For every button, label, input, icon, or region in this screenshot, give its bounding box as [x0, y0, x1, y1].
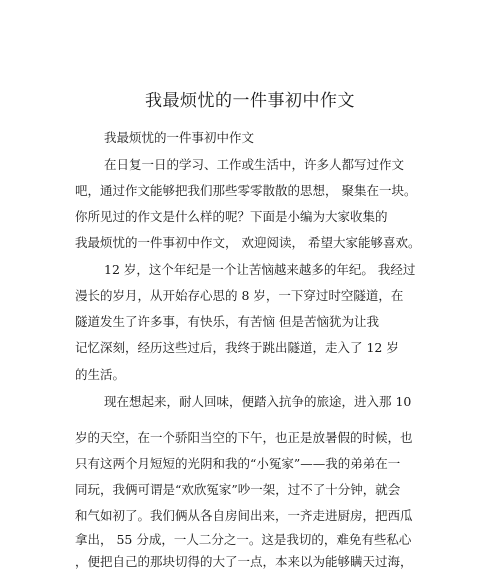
document-title: 我最烦忧的一件事初中作文: [145, 91, 355, 111]
text-line: 你所见过的作文是什么样的呢？下面是小编为大家收集的: [75, 209, 388, 224]
text-line: 同玩，我俩可谓是“欢欣冤家”吵一架，过不了十分钟，就会: [75, 482, 401, 497]
text-line: 在日复一日的学习、工作或生活中，许多人都写过作文: [104, 157, 405, 172]
text-line: 现在想起来，耐人回味，便踏入抗争的旅途，进入那 10: [104, 394, 412, 409]
text-line: 吧，通过作文能够把我们那些零零散散的思想， 聚集在一块。: [75, 183, 417, 198]
text-line: 岁的天空，在一个骄阳当空的下午，也正是放暑假的时候，也: [75, 430, 413, 445]
text-line: 和气如初了。我们俩从各自房间出来，一齐走进厨房，把西瓜: [75, 508, 413, 523]
text-line: 我最烦忧的一件事初中作文， 欢迎阅读， 希望大家能够喜欢。: [75, 235, 421, 250]
text-line: 我最烦忧的一件事初中作文: [104, 130, 255, 145]
text-line: 只有这两个月短短的光阴和我的“小冤家”——我的弟弟在一: [75, 456, 401, 471]
text-line: 拿出， 55 分成，一人二分之一。这是我切的，难免有些私心: [75, 532, 412, 547]
text-line: 隧道发生了许多事，有快乐，有苦恼 但是苦恼犹为让我: [75, 314, 379, 329]
text-line: 的生活。: [75, 367, 126, 382]
text-line: 记忆深刻，经历这些过后，我终于跳出隧道，走入了 12 岁: [75, 340, 399, 355]
text-line: 12 岁，这个年纪是一个让苦恼越来越多的年纪。 我经过: [104, 262, 416, 277]
text-line: 漫长的岁月，从开始存心思的 8 岁，一下穿过时空隧道，在: [75, 288, 404, 303]
text-line: ，便把自己的那块切得的大了一点，本来以为能够瞒天过海，: [75, 554, 413, 569]
